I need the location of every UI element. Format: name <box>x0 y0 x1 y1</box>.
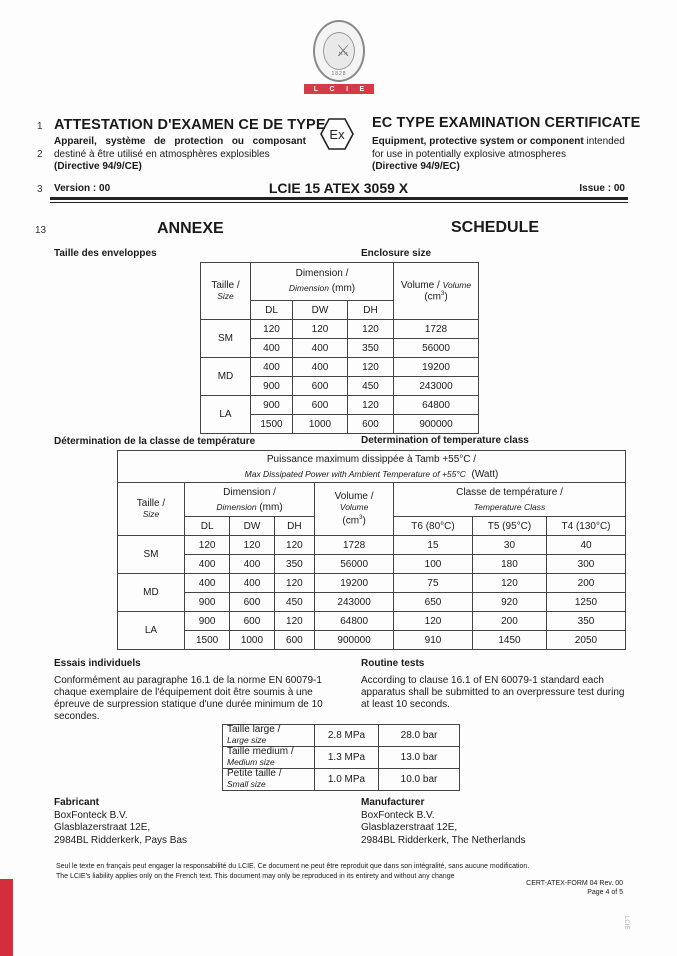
issue-label: Issue : 00 <box>579 183 625 194</box>
table-row: SM 120 120 120 1728 <box>201 320 479 339</box>
liability-disclaimer: Seul le texte en français peut engager la responsabilité du LCIE. Ce document ne peut être reproduit que dans son intégralité, sans aucune modification. The LCIE's liability applies only on the French text. This document may only be reproduced in its entirety and without any change <box>56 863 530 880</box>
header-dimension: Dimension / Dimension (mm) <box>184 483 314 517</box>
routine-text-fr: Conformément au paragraphe 16.1 de la norme EN 60079-1 chaque exemplaire de l'équipement doit être soumis à une épreuve de surpression statique d'une durée minimum de 10 secondes. <box>54 675 323 722</box>
title-en: EC TYPE EXAMINATION CERTIFICATE <box>372 115 641 131</box>
overpressure-table <box>222 724 460 791</box>
version-label: Version : 00 <box>54 183 111 194</box>
header-divider-thick <box>50 197 628 200</box>
table-row: Taille large / Large size 2.8 MPa 28.0 bar <box>223 725 460 747</box>
page-number: Page 4 of 5 <box>587 889 623 896</box>
header-size: Taille / Size <box>118 483 185 536</box>
enclosure-label-en: Enclosure size <box>361 248 432 259</box>
logo-year: 1828 <box>331 71 347 77</box>
enclosure-label-fr: Taille des enveloppes <box>54 248 157 259</box>
table-row: 1500 1000 600 900000 <box>201 415 479 434</box>
red-edge-strip <box>0 879 13 956</box>
subtitle-fr: Appareil, système de protection ou composant destiné à être utilisé en atmosphères explosibles (Directive 94/9/CE) <box>54 136 306 172</box>
certificate-number: LCIE 15 ATEX 3059 X <box>268 180 409 196</box>
enclosure-size-table: Taille / Size Dimension / Dimension (mm) Volume / Volume $(cm^3)$ DL DW DH SM 120 120 120 1728 400 400 350 56000 MD 400 400 120 19200 900 600 450 243000 LA 900 600 120 64800 1500 1000 600 900000 <box>200 262 479 434</box>
table-row: LA 900 600 120 64800 <box>201 396 479 415</box>
table-row: MD 400 400 120 19200 75 120 200 <box>118 574 626 593</box>
header-size: Taille / Size <box>201 263 251 320</box>
temperature-class-table: Puissance maximum dissippée à Tamb +55°C / Max Dissipated Power with Ambient Temperature of +55°C (Watt) Taille / Size Dimension / Dimension (mm) Volume / Volume $(cm^3)$ Classe de température / Temperature Class DL DW DH T6 (80°C) T5 (95°C) T4 (130°C) SM 120 120 120 1728 15 30 40 400 400 350 56000 100 180 300 MD 400 400 120 19200 75 120 200 900 600 450 243000 650 920 1250 LA 900 600 120 64800 120 200 350 1500 1000 600 900000 910 1450 2050 <box>117 450 626 650</box>
table-row: LA 900 600 120 64800 120 200 350 <box>118 612 626 631</box>
figure-icon: ⚔ <box>336 43 351 60</box>
table-row: SM 120 120 120 1728 15 30 40 <box>118 536 626 555</box>
side-watermark: LCIE <box>623 916 629 930</box>
line-number-3: 3 <box>37 184 43 195</box>
title-fr: ATTESTATION D'EXAMEN CE DE TYPE <box>54 117 326 133</box>
manufacturer-fr: Fabricant BoxFonteck B.V. Glasblazerstraat 12E, 2984BL Ridderkerk, Pays Bas <box>54 797 188 846</box>
header-divider-thin <box>50 202 628 203</box>
subtitle-en: Equipment, protective system or component intended for use in potentially explosive atmospheres (Directive 94/9/EC) <box>372 136 625 172</box>
table-row: MD 400 400 120 19200 <box>201 358 479 377</box>
table-row: 900 600 450 243000 650 920 1250 <box>118 593 626 612</box>
header-temperature-class: Classe de température / Temperature Class <box>394 483 626 517</box>
table-row: 900 600 450 243000 <box>201 377 479 396</box>
temperature-label-en: Determination of temperature class <box>361 435 529 446</box>
header-volume: Volume / Volume $(cm^3)$ <box>394 263 479 320</box>
line-number-13: 13 <box>35 225 47 236</box>
temperature-label-fr: Détermination de la classe de température <box>54 436 256 447</box>
table-row: 1500 1000 600 900000 910 1450 2050 <box>118 631 626 650</box>
annexe-heading: ANNEXE <box>157 220 224 237</box>
power-title: Puissance maximum dissippée à Tamb +55°C / Max Dissipated Power with Ambient Temperature of +55°C (Watt) <box>118 451 626 483</box>
schedule-heading: SCHEDULE <box>451 219 540 236</box>
header-volume: Volume / Volume $(cm^3)$ <box>315 483 394 536</box>
line-number-1: 1 <box>37 121 43 132</box>
line-number-2: 2 <box>37 149 43 160</box>
lcie-logo <box>304 20 374 92</box>
lcie-bar: L C I E <box>304 84 374 94</box>
routine-label-en: Routine tests <box>361 658 425 669</box>
header-dimension: Dimension / Dimension (mm) <box>251 263 394 301</box>
form-reference: CERT-ATEX-FORM 04 Rev. 00 Page 4 of 5 <box>526 880 623 896</box>
table-row: Taille medium / Medium size 1.3 MPa 13.0 bar <box>223 747 460 769</box>
ex-atex-icon <box>320 118 354 150</box>
table-row: 400 400 350 56000 100 180 300 <box>118 555 626 574</box>
routine-label-fr: Essais individuels <box>54 658 141 669</box>
routine-text-en: According to clause 16.1 of EN 60079-1 standard each apparatus shall be submitted to an overpressure test during at least 10 seconds. <box>361 675 625 710</box>
table-row: Petite taille / Small size 1.0 MPa 10.0 bar <box>223 769 460 791</box>
svg-text:Ex: Ex <box>329 127 345 142</box>
manufacturer-en: Manufacturer BoxFonteck B.V. Glasblazerstraat 12E, 2984BL Ridderkerk, The Netherlands <box>361 797 526 846</box>
table-row: 400 400 350 56000 <box>201 339 479 358</box>
bureau-veritas-seal-icon <box>313 20 365 82</box>
